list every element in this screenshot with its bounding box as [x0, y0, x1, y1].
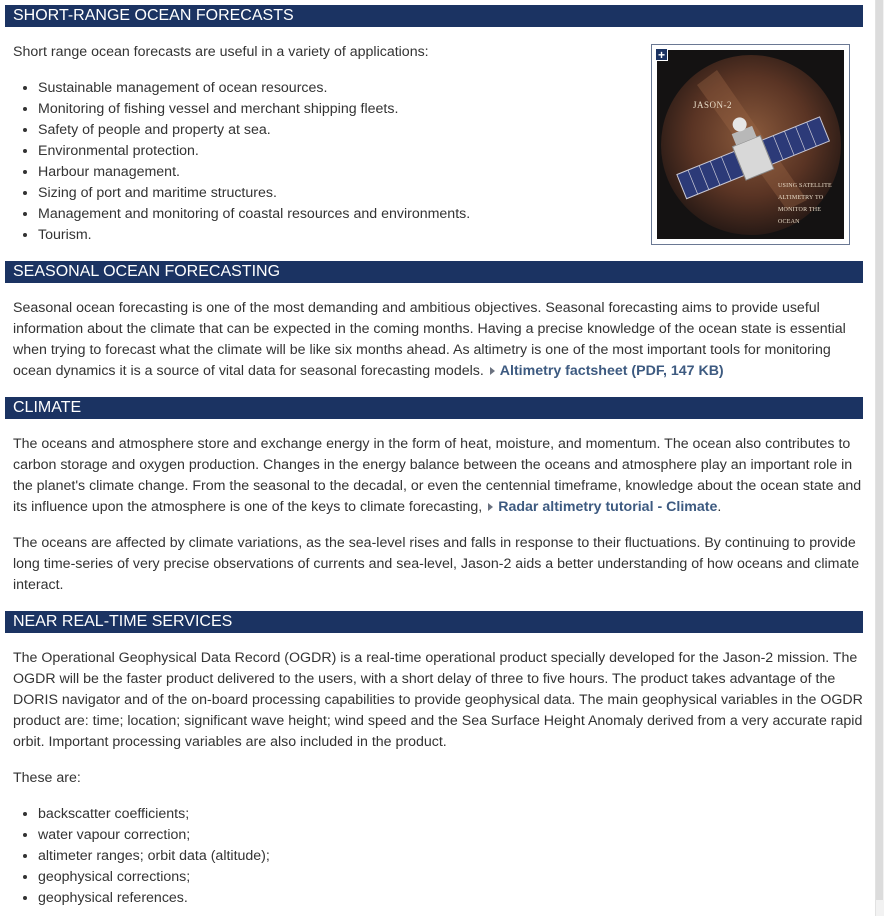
seasonal-text: Seasonal ocean forecasting is one of the most demanding and ambitious objectives. Seasonal forecasting aims to provide useful information about the climate that can be expected in the coming months. Having a precise knowledge of the ocean state is essential when trying to forecast what the climate will be like six months ahead. As altimetry is one of the most important tools for monitoring ocean dynamics it is a source of vital data for seasonal forecasting models.: [13, 300, 846, 379]
list-item: • water vapour correction;: [38, 825, 858, 846]
seasonal-paragraph: [13, 298, 863, 382]
zoom-icon[interactable]: +: [655, 48, 668, 61]
poster-caption-line: MONITOR THE: [778, 207, 822, 213]
vertical-scrollbar[interactable]: [875, 0, 884, 916]
list-item: • Monitoring of fishing vessel and merchant shipping fleets.: [38, 99, 648, 120]
section-header-seasonal: SEASONAL OCEAN FORECASTING: [5, 261, 863, 283]
nrt-paragraph: The Operational Geophysical Data Record (OGDR) is a real-time operational product specially developed for the Jason-2 mission. The OGDR will be the faster product delivered to the users, with a short delay of three to five hours. The product takes advantage of the DORIS navigator and of the on-board processing capabilities to provide geophysical data. The main geophysical variables in the OGDR product are: time; location; significant wave height; wind speed and the Sea Surface Height Anomaly derived from a very accurate rapid orbit. Important processing variables are also included in the product.: [13, 650, 863, 750]
climate-paragraph-1: [13, 434, 863, 518]
list-item: • Harbour management.: [38, 162, 648, 183]
list-item: • Safety of people and property at sea.: [38, 120, 648, 141]
radar-altimetry-tutorial-link[interactable]: Radar altimetry tutorial - Climate: [498, 499, 718, 515]
these-are-label: These are:: [13, 770, 81, 786]
list-item: • geophysical corrections;: [38, 867, 858, 888]
list-item: • geophysical references.: [38, 888, 858, 909]
list-item: • backscatter coefficients;: [38, 804, 858, 825]
poster-caption: [778, 180, 832, 228]
section-header-climate: CLIMATE: [5, 397, 863, 419]
poster-caption-line: OCEAN: [778, 219, 800, 225]
poster-caption-line: ALTIMETRY TO: [778, 195, 824, 201]
list-item: • Tourism.: [38, 225, 648, 246]
list-item: • Environmental protection.: [38, 141, 648, 162]
poster-caption-line: USING SATELLITE: [778, 183, 832, 189]
list-item: • Sustainable management of ocean resources.: [38, 78, 648, 99]
link-arrow-icon: [488, 503, 493, 511]
section-header-short-range: SHORT-RANGE OCEAN FORECASTS: [5, 5, 863, 27]
nrt-list: [13, 804, 858, 909]
jason2-thumbnail[interactable]: [651, 44, 850, 245]
list-item: • altimeter ranges; orbit data (altitude);: [38, 846, 858, 867]
section-header-nrt: NEAR REAL-TIME SERVICES: [5, 611, 863, 633]
jason2-poster-image[interactable]: [657, 50, 844, 239]
poster-title: JASON-2: [693, 100, 733, 110]
list-item: • Management and monitoring of coastal resources and environments.: [38, 204, 648, 225]
altimetry-factsheet-link[interactable]: Altimetry factsheet (PDF, 147 KB): [499, 363, 724, 379]
climate-text-end: .: [717, 499, 722, 515]
scrollbar-thumb[interactable]: [876, 0, 883, 900]
short-range-intro: Short range ocean forecasts are useful in a variety of applications:: [13, 44, 429, 60]
list-item: • Sizing of port and maritime structures.: [38, 183, 648, 204]
short-range-list: [13, 78, 648, 246]
climate-text: The oceans and atmosphere store and exchange energy in the form of heat, moisture, and momentum. The ocean also contributes to carbon storage and oxygen production. Changes in the energy balance between the oceans and atmosphere play an important role in the planet's climate change. From the seasonal to the decadal, or even the centennial timeframe, knowledge about the ocean state and its influence upon the atmosphere is one of the keys to climate forecasting,: [13, 436, 862, 515]
link-arrow-icon: [490, 367, 495, 375]
climate-paragraph-2: The oceans are affected by climate variations, as the sea-level rises and falls in response to their fluctuations. By continuing to provide long time-series of very precise observations of currents and sea-level, Jason-2 aids a better understanding of how oceans and climate interact.: [13, 535, 860, 593]
